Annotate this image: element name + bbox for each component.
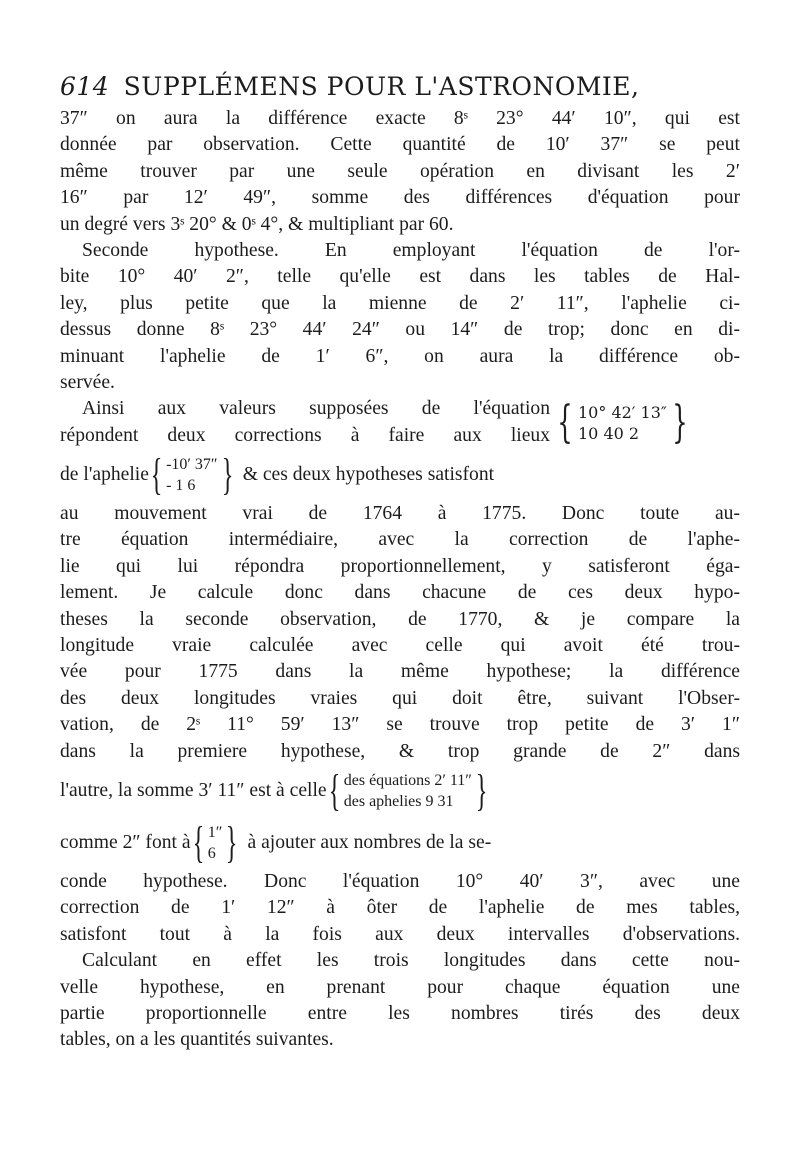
text-line: bite 10° 40′ 2″, telle qu'elle est dans les tables de Hal- xyxy=(60,266,740,288)
stack-bottom: 10 40 2 xyxy=(578,423,640,443)
text-line: même trouver par une seule opération en divisant les 2′ xyxy=(60,160,740,182)
text-line: tables, on a les quantités suivantes. xyxy=(60,1029,334,1051)
left-brace: { xyxy=(328,766,340,815)
text-line: vée pour 1775 dans la même hypothese; la différence xyxy=(60,661,740,683)
value-stack xyxy=(208,822,223,864)
stack-bottom: - 1 6 xyxy=(166,477,196,495)
left-brace: { xyxy=(192,818,204,867)
text-line: servée. xyxy=(60,371,115,393)
right-brace: } xyxy=(672,396,688,448)
right-brace: } xyxy=(221,450,233,500)
value-stack xyxy=(578,402,667,444)
equation-block-3 xyxy=(60,765,740,817)
text-line: au mouvement vrai de 1764 à 1775. Donc toute au- xyxy=(60,503,740,525)
body-text xyxy=(60,106,740,1054)
text-line: répondent deux corrections à faire aux lieux xyxy=(60,424,550,446)
text-fragment: l'autre, la somme 3′ 11″ est à celle xyxy=(60,780,327,801)
text-fragment: comme 2″ font à xyxy=(60,832,191,853)
text-line: dans la premiere hypothese, & trop grande de 2″ dans xyxy=(60,740,740,762)
text-line: conde hypothese. Donc l'équation 10° 40′ 3″, avec une xyxy=(60,871,740,892)
left-brace: { xyxy=(557,396,573,448)
text-line: des deux longitudes vraies qui doit être, suivant l'Obser- xyxy=(60,687,740,709)
equation-block-4 xyxy=(60,817,740,869)
text-line: velle hypothese, en prenant pour chaque équation une xyxy=(60,976,740,998)
text-line: 16″ par 12′ 49″, somme des différences d'équation pour xyxy=(60,187,740,209)
text-line: un degré vers 3ˢ 20° & 0ˢ 4°, & multipliant par 60. xyxy=(60,213,454,235)
equation-block-1 xyxy=(60,396,740,449)
stack-bottom: 6 xyxy=(207,845,216,862)
equation-block-2 xyxy=(60,449,740,501)
stack-top: des équations 2′ 11″ xyxy=(343,772,472,789)
right-brace: } xyxy=(475,766,488,815)
running-title: SUPPLÉMENS POUR L'ASTRONOMIE, xyxy=(123,72,640,101)
stack-top: -10′ 37″ xyxy=(166,456,218,474)
text-line: lie qui lui répondra proportionnellement, y satisferont éga- xyxy=(60,555,740,577)
text-line: ley, plus petite que la mienne de 2′ 11″, l'aphelie ci- xyxy=(60,292,740,314)
text-line: vation, de 2ˢ 11° 59′ 13″ se trouve trop petite de 3′ 1″ xyxy=(60,714,740,736)
text-line: longitude vraie calculée avec celle qui avoit été trou- xyxy=(60,635,740,657)
left-brace: { xyxy=(150,450,163,500)
text-line: donnée par observation. Cette quantité de 10′ 37″ se peut xyxy=(60,134,740,156)
value-stack xyxy=(344,770,472,812)
running-header xyxy=(60,72,740,101)
page-number: 614 xyxy=(60,72,110,101)
text-line: minuant l'aphelie de 1′ 6″, on aura la différence ob- xyxy=(60,345,740,367)
text-line: satisfont tout à la fois aux deux intervalles d'observations. xyxy=(60,923,740,945)
text-fragment: à ajouter aux nombres de la se- xyxy=(247,832,492,853)
text-line: Ainsi aux valeurs supposées de l'équation xyxy=(82,398,550,420)
value-stack xyxy=(166,454,218,496)
text-line: Seconde hypothese. En employant l'équation de l'or- xyxy=(82,239,740,261)
text-line: 37″ on aura la différence exacte 8ˢ 23° 44′ 10″, qui est xyxy=(60,108,740,129)
text-line: theses la seconde observation, de 1770, & je compare la xyxy=(60,608,740,630)
stack-top: 10° 42′ 13″ xyxy=(578,402,667,422)
text-line: tre équation intermédiaire, avec la correction de l'aphe- xyxy=(60,529,740,551)
text-fragment: de l'aphelie xyxy=(60,464,149,486)
text-line: correction de 1′ 12″ à ôter de l'aphelie de mes tables, xyxy=(60,897,740,919)
text-fragment: & ces deux hypotheses satisfont xyxy=(242,464,495,486)
text-line: partie proportionnelle entre les nombres tirés des deux xyxy=(60,1002,740,1024)
text-line: lement. Je calcule donc dans chacune de ces deux hypo- xyxy=(60,582,740,604)
stack-bottom: des aphelies 9 31 xyxy=(343,793,454,810)
right-brace: } xyxy=(226,818,238,867)
text-line: Calculant en effet les trois longitudes dans cette nou- xyxy=(82,950,740,972)
text-line: dessus donne 8ˢ 23° 44′ 24″ ou 14″ de trop; donc en di- xyxy=(60,319,740,341)
stack-top: 1″ xyxy=(207,824,223,841)
